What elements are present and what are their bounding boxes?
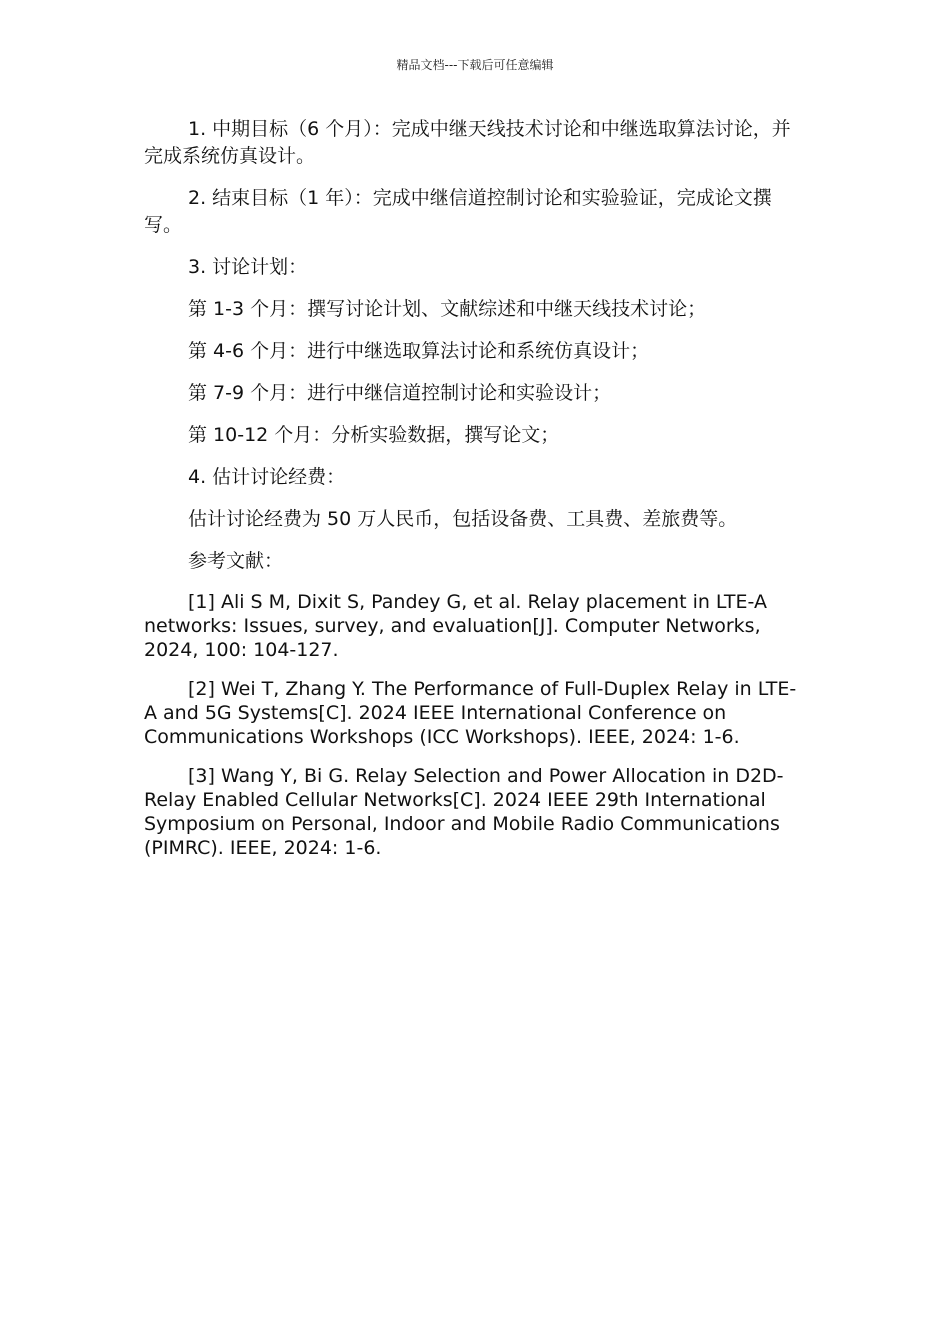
reference-item-3: [3] Wang Y, Bi G. Relay Selection and Power Allocation in D2D-Relay Enabled Cellular Networks[C]. 2024 IEEE 29th International Symposium on Personal, Indoor and Mobile Radio Communications (PIMRC). IEEE, 2024: 1-6. — [144, 765, 784, 859]
reference-item-1: [1] Ali S M, Dixit S, Pandey G, et al. Relay placement in LTE-A networks: Issues, survey, and evaluation[J]. Computer Networks, 2024, 100: 104-127. — [144, 591, 767, 661]
budget-heading: 4. 估计讨论经费： — [188, 466, 346, 488]
plan-item-4: 第 10-12 个月：分析实验数据，撰写论文； — [188, 424, 560, 446]
plan-heading: 3. 讨论计划： — [188, 256, 308, 278]
budget-text: 估计讨论经费为 50 万人民币，包括设备费、工具费、差旅费等。 — [188, 508, 738, 530]
plan-item-1: 第 1-3 个月：撰写讨论计划、文献综述和中继天线技术讨论； — [188, 298, 707, 320]
goal-final: 2. 结束目标（1 年）：完成中继信道控制讨论和实验验证，完成论文撰写。 — [144, 187, 772, 236]
plan-item-3: 第 7-9 个月：进行中继信道控制讨论和实验设计； — [188, 382, 612, 404]
goal-midterm: 1. 中期目标（6 个月）：完成中继天线技术讨论和中继选取算法讨论，并完成系统仿真设计。 — [144, 118, 791, 167]
plan-item-2: 第 4-6 个月：进行中继选取算法讨论和系统仿真设计； — [188, 340, 650, 362]
page-header: 精品文档---下载后可任意编辑 — [396, 58, 554, 72]
reference-item-2: [2] Wei T, Zhang Y. The Performance of Full-Duplex Relay in LTE-A and 5G Systems[C]. 2024 IEEE International Conference on Communications Workshops (ICC Workshops). IEEE, 2024: 1-6. — [144, 678, 797, 748]
references-heading: 参考文献： — [188, 550, 284, 572]
document-body — [144, 116, 804, 875]
